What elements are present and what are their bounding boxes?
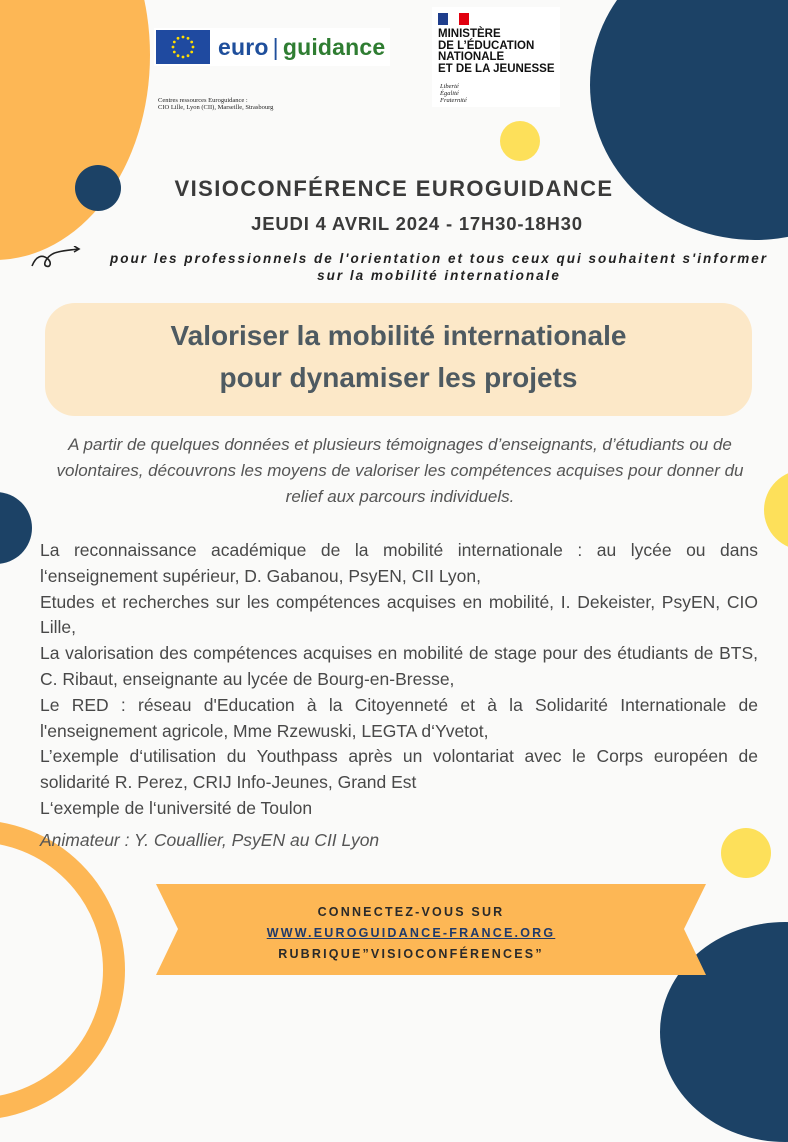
talks-list (40, 538, 758, 822)
french-flag-icon (438, 13, 469, 25)
swirl-arrow-icon (30, 246, 82, 270)
talk-item: Le RED : réseau d'Education à la Citoyenneté et à la Solidarité Internationale de l'enseignement agricole, Mme Rzewuski, LEGTA d‘Yvetot, (40, 694, 758, 741)
intro-text: A partir de quelques données et plusieurs témoignages d’enseignants, d’étudiants ou de volontaires, découvrons les moyens de valoriser les compétences acquises pour donner du relief aux parcours individuels. (56, 435, 744, 506)
navy-circle-top-right (590, 0, 788, 240)
yellow-dot-bottom (721, 828, 771, 878)
animator-text: Animateur : Y. Couallier, PsyEN au CII Lyon (40, 830, 380, 850)
audience-text: pour les professionnels de l'orientation et tous ceux qui souhaitent s'informer sur la mobilité internationale (110, 251, 768, 283)
euroguidance-logo (154, 28, 390, 66)
euroguidance-wordmark: euro | guidance (218, 33, 386, 60)
centres-ressources: Centres ressources Euroguidance : CIO Lille, Lyon (CII), Marseille, Strasbourg (158, 97, 274, 111)
navy-half-circle-left (0, 492, 32, 564)
ministry-logo (432, 7, 560, 107)
event-datetime: JEUDI 4 AVRIL 2024 - 17H30-18H30 (251, 213, 583, 234)
talk-item: La reconnaissance académique de la mobilité internationale : au lycée ou dans l‘enseignement supérieur, D. Gabanou, PsyEN, CII Lyon, (40, 540, 758, 586)
orange-arc-bottom-left (0, 820, 125, 1120)
talk-item: La valorisation des compétences acquises en mobilité de stage pour des étudiants de BTS, C. Ribaut, enseignante au lycée de Bourg-en-Bresse, (40, 643, 758, 689)
talk-item: Etudes et recherches sur les compétences acquises en mobilité, I. Dekeister, PsyEN, CIO Lille, (40, 591, 758, 638)
talk-item: L’exemple d‘utilisation du Youthpass après un volontariat avec le Corps européen de solidarité R. Perez, CRIJ Info-Jeunes, Grand Est (40, 746, 758, 793)
ministry-motto: Liberté Égalité Fraternité (440, 83, 467, 104)
headline: Valoriser la mobilité internationale pour dynamiser les projets (170, 320, 627, 393)
yellow-half-circle-right (764, 470, 788, 550)
yellow-dot-top (500, 121, 540, 161)
eu-flag-icon (156, 30, 210, 64)
event-title: VISIOCONFÉRENCE EUROGUIDANCE (174, 176, 614, 201)
cta-text: CONNECTEZ-VOUS SUR WWW.EUROGUIDANCE-FRANCE.ORG RUBRIQUE”VISIOCONFÉRENCES” (156, 902, 666, 965)
website-link[interactable]: WWW.EUROGUIDANCE-FRANCE.ORG (266, 926, 556, 940)
talk-item: L‘exemple de l‘université de Toulon (40, 797, 313, 818)
ministry-title: MINISTÈRE DE L’ÉDUCATION NATIONALE ET DE LA JEUNESSE (438, 28, 555, 75)
